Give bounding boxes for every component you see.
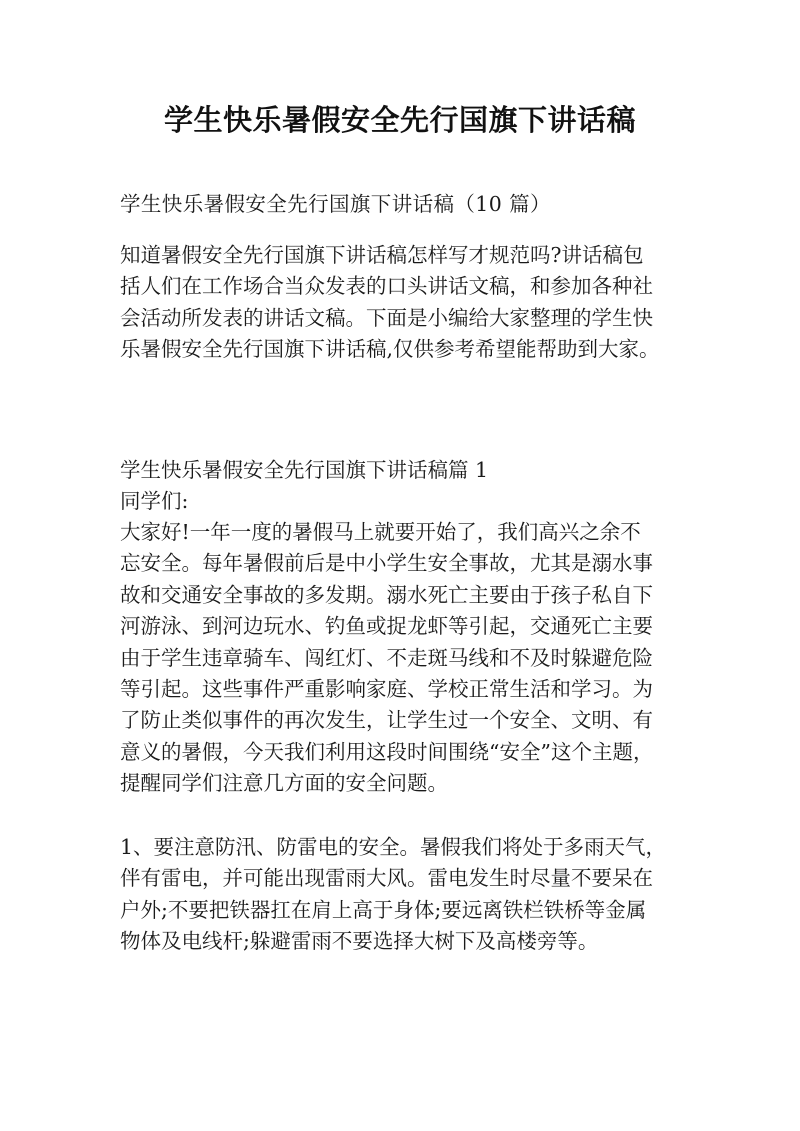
- body-line: 等引起。这些事件严重影响家庭、学校正常生活和学习。为: [120, 677, 653, 702]
- intro-line: 知道暑假安全先行国旗下讲话稿怎样写才规范吗?讲话稿包: [120, 243, 644, 267]
- body-line: 意义的暑假，今天我们利用这段时间围绕“安全”这个主题，: [120, 739, 654, 764]
- section-heading: 学生快乐暑假安全先行国旗下讲话稿篇 1: [120, 458, 489, 482]
- intro-line: 会活动所发表的讲话文稿。下面是小编给大家整理的学生快: [120, 305, 653, 330]
- body-line: 忘安全。每年暑假前后是中小学生安全事故，尤其是溺水事: [120, 551, 653, 576]
- point-one-line: 物体及电线杆;躲避雷雨不要选择大树下及高楼旁等。: [120, 929, 599, 954]
- intro-paragraph: [120, 240, 690, 366]
- intro-line: 括人们在工作场合当众发表的口头讲话文稿，和参加各种社: [120, 274, 653, 299]
- point-one-line: 1、要注意防汛、防雷电的安全。暑假我们将处于多雨天气，: [120, 835, 667, 859]
- point-one-paragraph: [120, 832, 690, 958]
- speech-body-paragraph: [120, 517, 690, 800]
- document-title: 学生快乐暑假安全先行国旗下讲话稿: [163, 103, 636, 137]
- body-line: 由于学生违章骑车、闯红灯、不走斑马线和不及时躲避危险: [120, 645, 653, 670]
- body-line: 提醒同学们注意几方面的安全问题。: [120, 771, 448, 796]
- body-line: 河游泳、到河边玩水、钓鱼或捉龙虾等引起，交通死亡主要: [120, 614, 653, 639]
- point-one-line: 户外;不要把铁器扛在肩上高于身体;要远离铁栏铁桥等金属: [120, 897, 647, 922]
- intro-line: 乐暑假安全先行国旗下讲话稿,仅供参考希望能帮助到大家。: [120, 337, 660, 362]
- body-line: 故和交通安全事故的多发期。溺水死亡主要由于孩子私自下: [120, 582, 653, 607]
- body-line: 了防止类似事件的再次发生，让学生过一个安全、文明、有: [120, 708, 653, 733]
- body-line: 大家好!一年一度的暑假马上就要开始了，我们高兴之余不: [120, 520, 641, 544]
- greeting: 同学们:: [120, 489, 189, 513]
- point-one-line: 伴有雷电，并可能出现雷雨大风。雷电发生时尽量不要呆在: [120, 866, 653, 891]
- document-subtitle: 学生快乐暑假安全先行国旗下讲话稿（10 篇）: [120, 192, 551, 216]
